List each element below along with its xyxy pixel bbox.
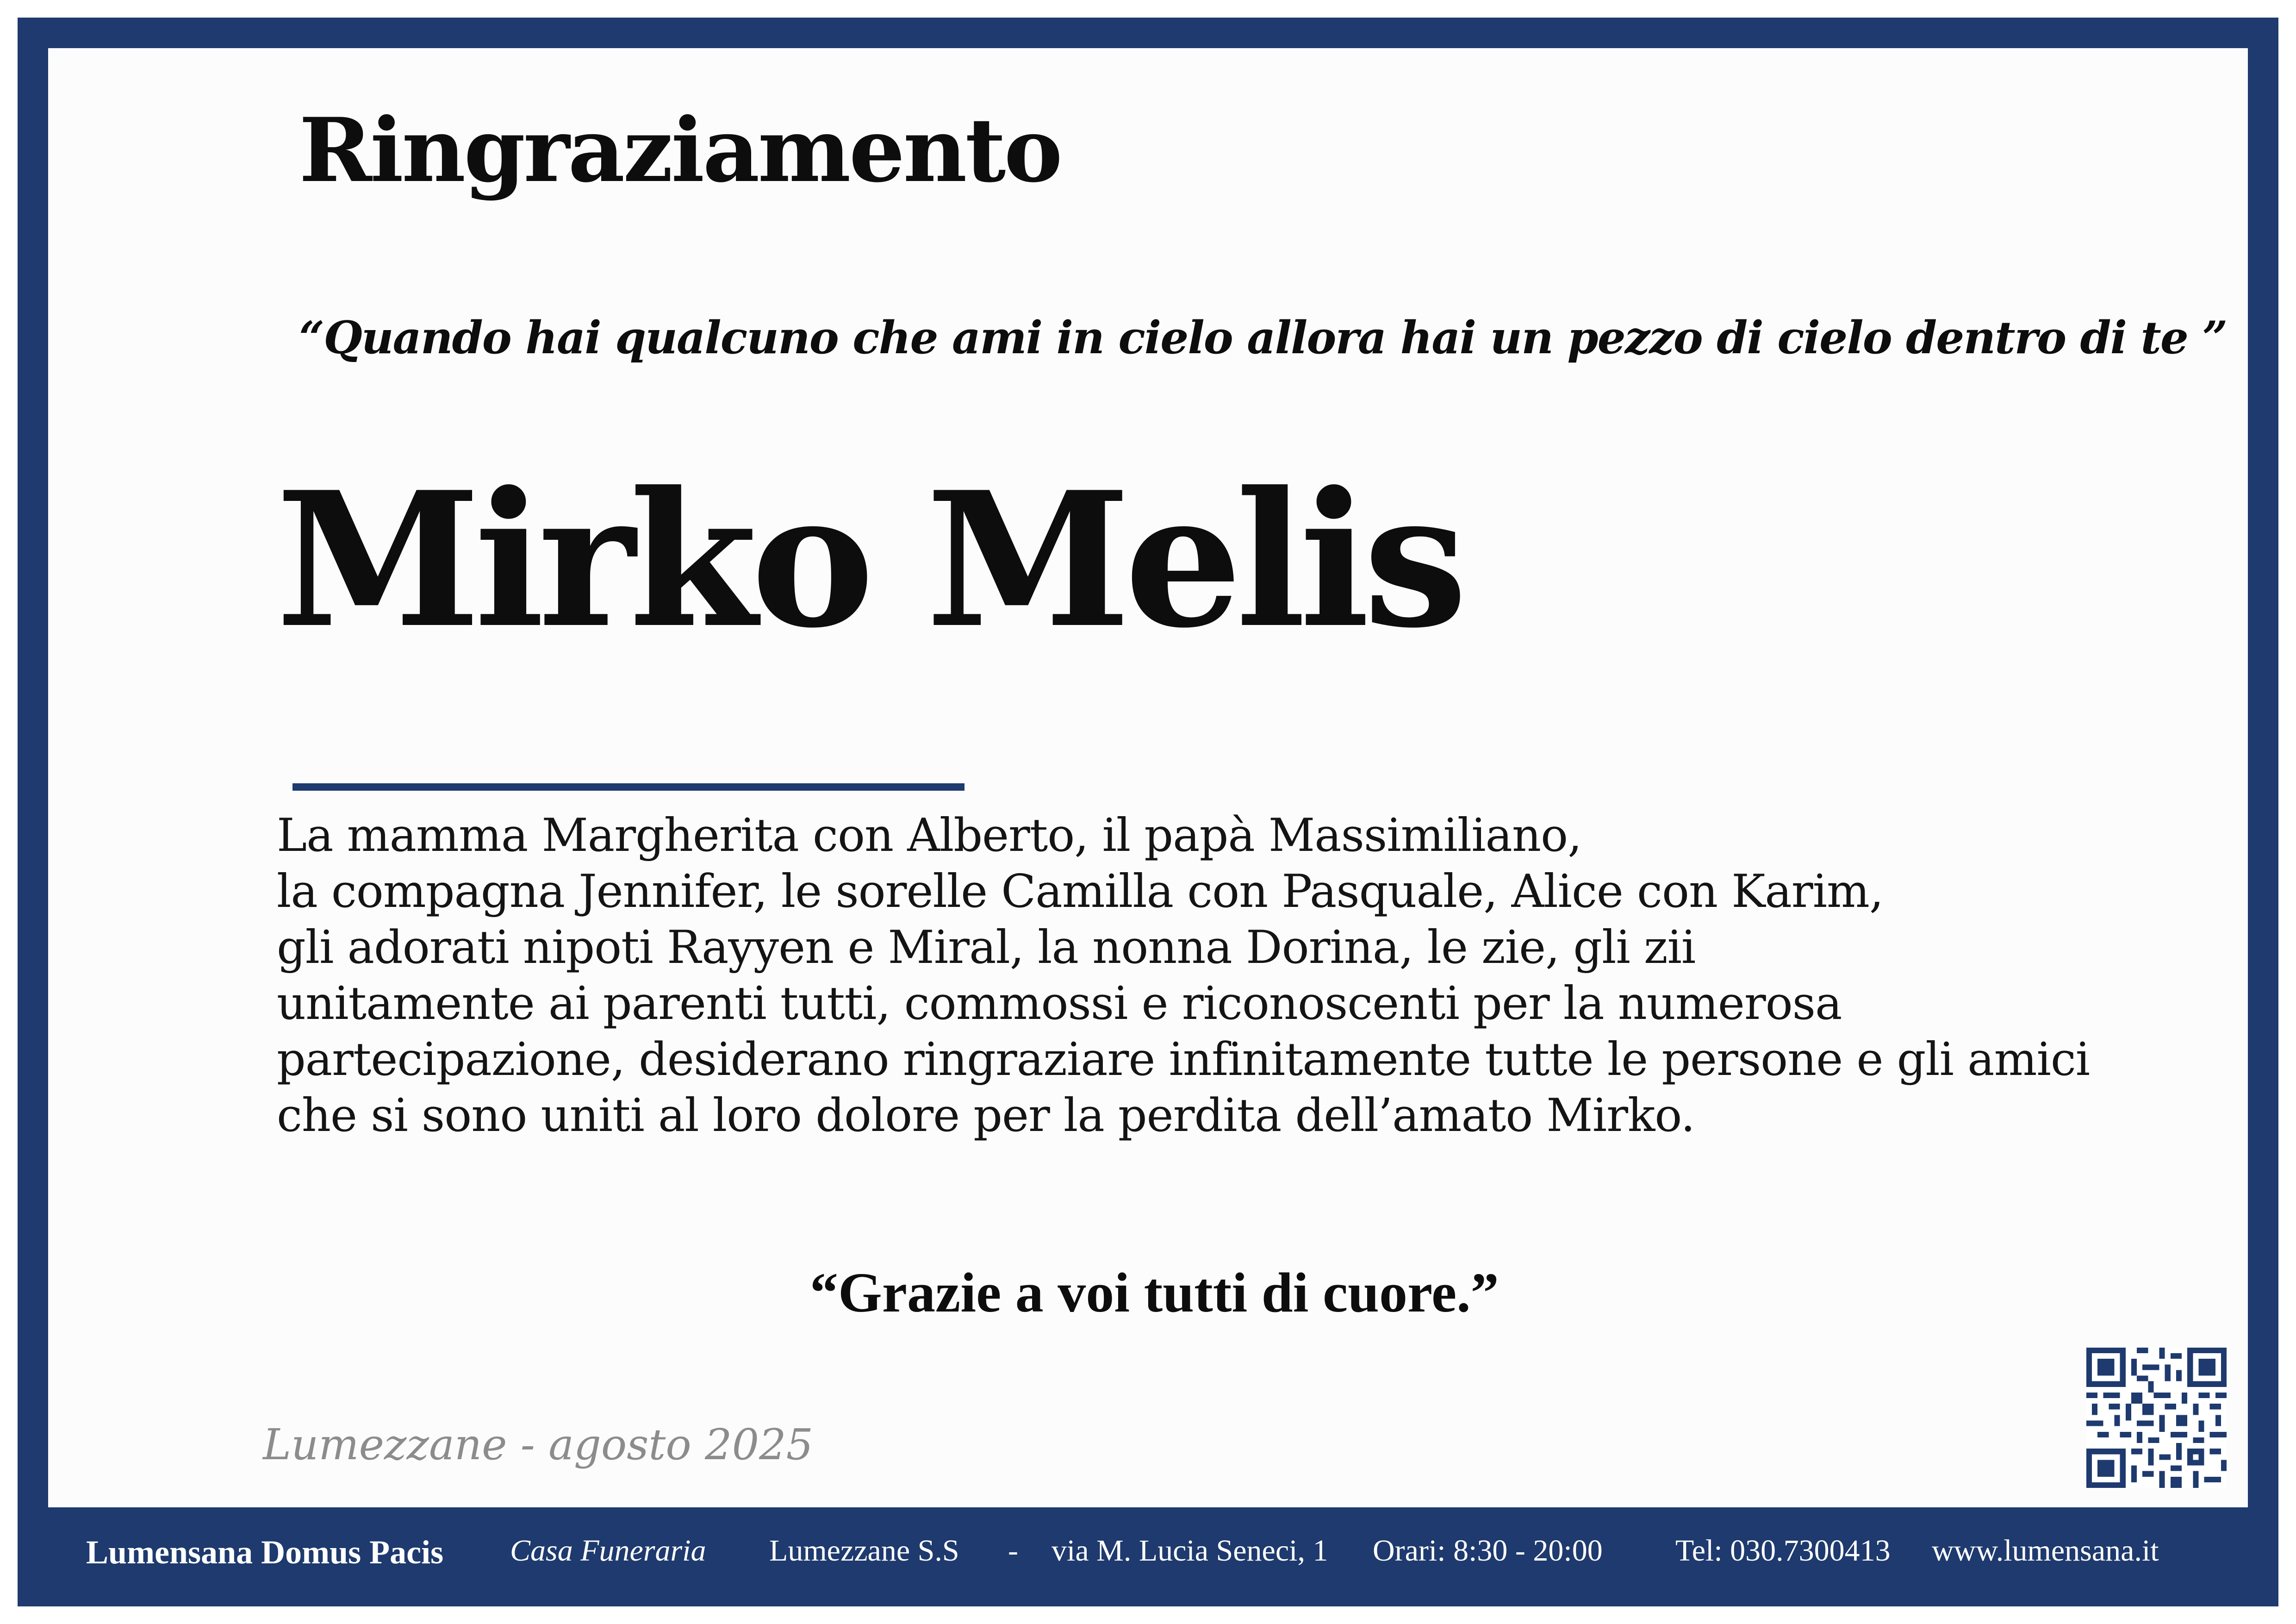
qr-code-icon[interactable] [2086, 1348, 2227, 1488]
thanks-line: “Grazie a voi tutti di cuore.” [810, 1262, 1499, 1324]
message-line: partecipazione, desiderano ringraziare infinitamente tutte le persone e gli amici [277, 1033, 2090, 1086]
message-line: la compagna Jennifer, le sorelle Camilla con Pasquale, Alice con Karim, [277, 865, 1884, 918]
notice-heading: Ringraziamento [299, 99, 1061, 202]
message-line: gli adorati nipoti Rayyen e Miral, la nonna Dorina, le zie, gli zii [277, 921, 1696, 974]
divider-rule [292, 783, 964, 791]
notice-message [277, 808, 2090, 1144]
deceased-name: Mirko Melis [276, 451, 1462, 669]
footer-brand: Lumensana Domus Pacis [86, 1534, 444, 1571]
footer-phone[interactable]: Tel: 030.7300413 [1675, 1534, 1891, 1568]
notice-quote: “Quando hai qualcuno che ami in cielo allora hai un pezzo di cielo dentro di te ” [299, 312, 2227, 364]
footer-website-link[interactable]: www.lumensana.it [1932, 1534, 2159, 1568]
footer-hours: Orari: 8:30 - 20:00 [1373, 1534, 1603, 1568]
message-line: che si sono uniti al loro dolore per la perdita dell’amato Mirko. [277, 1089, 1695, 1142]
message-line: La mamma Margherita con Alberto, il papà Massimiliano, [277, 809, 1582, 862]
footer-address: via M. Lucia Seneci, 1 [1052, 1534, 1328, 1568]
footer-separator: - [1008, 1534, 1018, 1568]
place-date: Lumezzane - agosto 2025 [263, 1420, 814, 1469]
footer-bar [0, 1528, 2296, 1579]
footer-type: Casa Funeraria [510, 1534, 706, 1568]
footer-city: Lumezzane S.S [769, 1534, 959, 1568]
message-line: unitamente ai parenti tutti, commossi e riconoscenti per la numerosa [277, 977, 1842, 1030]
